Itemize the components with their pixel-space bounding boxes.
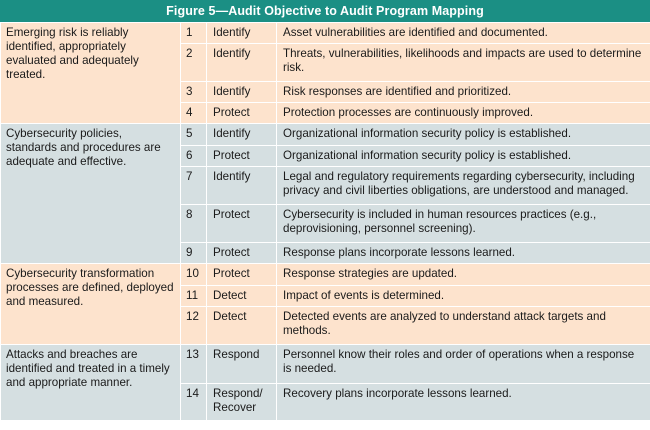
program-function: Identify	[207, 82, 277, 103]
program-number: 9	[181, 243, 207, 264]
program-number: 12	[181, 307, 207, 345]
program-function: Protect	[207, 146, 277, 167]
program-description: Response plans incorporate lessons learned.	[277, 243, 650, 264]
program-function: Identify	[207, 44, 277, 82]
program-description: Recovery plans incorporate lessons learned.	[277, 384, 650, 421]
program-number: 10	[181, 264, 207, 286]
program-number: 13	[181, 345, 207, 384]
figure-title: Figure 5—Audit Objective to Audit Program Mapping	[0, 0, 650, 22]
program-number: 6	[181, 146, 207, 167]
program-description: Response strategies are updated.	[277, 264, 650, 286]
program-description: Threats, vulnerabilities, likelihoods and impacts are used to determine risk.	[277, 44, 650, 82]
program-function: Respond	[207, 345, 277, 384]
program-description: Detected events are analyzed to understand attack targets and methods.	[277, 307, 650, 345]
program-number: 7	[181, 167, 207, 205]
program-description: Organizational information security policy is established.	[277, 124, 650, 146]
table-row	[1, 345, 650, 384]
program-description: Legal and regulatory requirements regarding cybersecurity, including privacy and civil liberties obligations, are understood and managed.	[277, 167, 650, 205]
program-number: 11	[181, 286, 207, 307]
program-description: Protection processes are continuously improved.	[277, 103, 650, 124]
program-description: Cybersecurity is included in human resources practices (e.g., deprovisioning, personnel screening).	[277, 205, 650, 243]
program-number: 8	[181, 205, 207, 243]
program-function: Protect	[207, 103, 277, 124]
program-description: Personnel know their roles and order of operations when a response is needed.	[277, 345, 650, 384]
program-number: 14	[181, 384, 207, 421]
program-number: 3	[181, 82, 207, 103]
program-function: Detect	[207, 307, 277, 345]
mapping-table-body	[1, 23, 650, 421]
audit-objective: Emerging risk is reliably identified, appropriately evaluated and adequately treated.	[1, 23, 181, 124]
table-row	[1, 23, 650, 44]
mapping-table	[0, 22, 650, 421]
program-function: Protect	[207, 243, 277, 264]
program-function: Protect	[207, 205, 277, 243]
audit-objective: Cybersecurity policies, standards and procedures are adequate and effective.	[1, 124, 181, 264]
program-number: 4	[181, 103, 207, 124]
program-function: Respond/ Recover	[207, 384, 277, 421]
program-description: Impact of events is determined.	[277, 286, 650, 307]
table-row	[1, 264, 650, 286]
program-function: Identify	[207, 23, 277, 44]
program-description: Risk responses are identified and prioritized.	[277, 82, 650, 103]
program-function: Identify	[207, 124, 277, 146]
program-description: Asset vulnerabilities are identified and documented.	[277, 23, 650, 44]
program-number: 5	[181, 124, 207, 146]
table-row	[1, 124, 650, 146]
audit-objective: Cybersecurity transformation processes are defined, deployed and measured.	[1, 264, 181, 345]
program-number: 2	[181, 44, 207, 82]
program-number: 1	[181, 23, 207, 44]
audit-objective: Attacks and breaches are identified and treated in a timely and appropriate manner.	[1, 345, 181, 421]
program-function: Detect	[207, 286, 277, 307]
program-description: Organizational information security policy is established.	[277, 146, 650, 167]
program-function: Identify	[207, 167, 277, 205]
program-function: Protect	[207, 264, 277, 286]
